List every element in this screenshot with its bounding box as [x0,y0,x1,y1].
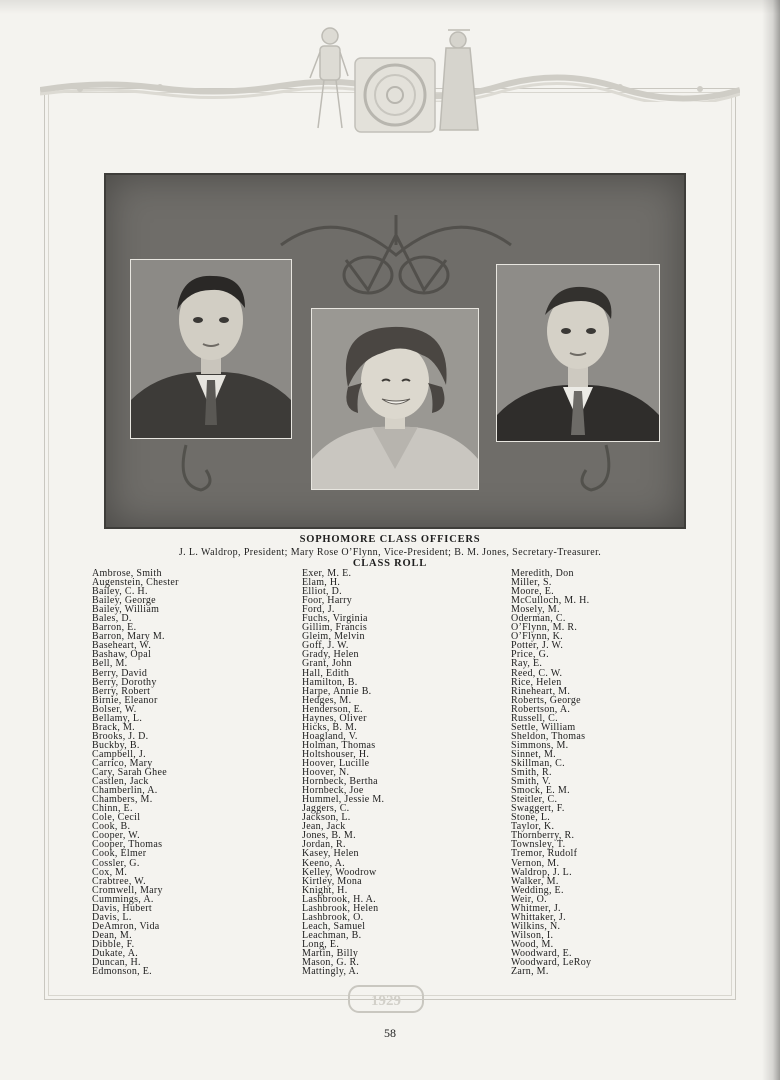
roll-name: Russell, C. [511,712,558,724]
roll-name: Moore, E. [511,586,554,598]
roll-name: Bales, D. [92,613,132,625]
roll-name: Henderson, E. [302,703,363,715]
roll-name: Kelley, Woodrow [302,866,377,878]
roll-name: Wilkins, N. [511,920,561,932]
year-seal [348,985,424,1013]
roll-name: Goff, J. W. [302,640,349,652]
roll-name: Foor, Harry [302,595,353,607]
roll-name: Hornbeck, Bertha [302,776,378,788]
roll-name: Bell, M. [92,658,128,670]
roll-name: Cole, Cecil [92,812,141,824]
roll-name: Lashbrook, Helen [302,902,379,914]
roll-name: Robertson, A. [511,703,571,715]
roll-name: Tremor, Rudolf [511,848,578,860]
roll-name: Rineheart, M. [511,685,571,697]
roll-name: Cary, Sarah Ghee [92,767,167,779]
roll-name: Gillim, Francis [302,622,368,634]
roll-name: Mosely, M. [511,604,560,616]
roll-name: Gleim, Melvin [302,631,365,643]
roll-name: Cromwell, Mary [92,884,163,896]
roll-name: Jones, B. M. [302,830,356,842]
roll-name: Kasey, Helen [302,848,359,860]
roll-name: Potter, J. W. [511,640,564,652]
roll-name: Grady, Helen [302,649,359,661]
roll-name: Taylor, K. [511,821,555,833]
roll-name: Jackson, L. [302,812,351,824]
roll-name: O’Flynn, K. [511,631,563,643]
roll-name: Lashbrook, O. [302,911,364,923]
roll-name: Bailey, William [92,604,160,616]
roll-name: Jean, Jack [302,821,346,833]
roll-name: Fuchs, Virginia [302,613,368,625]
roll-name: Ray, E. [511,658,543,670]
officer-photo-panel [104,173,686,529]
roll-name: Hamilton, B. [302,676,358,688]
roll-name: Leachman, B. [302,929,362,941]
roll-name: Roberts, George [511,694,581,706]
roll-name: Leach, Samuel [302,920,366,932]
roll-name: Oderman, C. [511,613,566,625]
roll-name: Cooper, W. [92,830,140,842]
roll-name: Birnie, Eleanor [92,694,158,706]
roll-name: Cook, B. [92,821,131,833]
roll-name: Skillman, C. [511,757,565,769]
roll-name: Castlen, Jack [92,776,149,788]
roll-name: Grant, John [302,658,352,670]
roll-name: Steitler, C. [511,794,558,806]
roll-name: Augenstein, Chester [92,577,179,589]
roll-name: Edmonson, E. [92,966,152,978]
roll-name: Wilson, I. [511,929,554,941]
roll-name: Ambrose, Smith [92,568,162,579]
roll-name: Cooper, Thomas [92,839,163,851]
roll-name: Chambers, M. [92,794,153,806]
roll-name: Stone, L. [511,812,551,824]
roll-name: Harpe, Annie B. [302,685,372,697]
roll-name: Crabtree, W. [92,875,146,887]
roll-name: Cossler, G. [92,857,140,869]
roll-name: Holman, Thomas [302,739,376,751]
roll-name: Chamberlin, A. [92,785,158,797]
roll-name: Woodward, LeRoy [511,957,592,969]
roll-name: O’Flynn, M. R. [511,622,578,634]
roll-name: DeAmron, Vida [92,920,160,932]
roll-name: Mattingly, A. [302,966,359,978]
roll-name: Davis, L. [92,911,132,923]
roll-name: Berry, David [92,667,148,679]
roll-name: Buckby, B. [92,739,140,751]
roll-name: Whitmer, J. [511,902,561,914]
roll-name: Dibble, F. [92,938,135,950]
roll-name: Berry, Robert [92,685,151,697]
roll-name: Bellamy, L. [92,712,143,724]
roll-name: Price, G. [511,649,549,661]
roll-name: Haynes, Oliver [302,712,367,724]
roll-name: Cummings, A. [92,893,154,905]
roll-name: McCulloch, M. H. [511,595,590,607]
roll-name: Kirtley, Mona [302,875,362,887]
roll-name: Chinn, E. [92,803,133,815]
roll-name: Sheldon, Thomas [511,730,586,742]
roll-name: Hummel, Jessie M. [302,794,385,806]
roll-name: Keeno, A. [302,857,345,869]
officer-photo-left [130,259,292,439]
roll-name: Swaggert, F. [511,803,565,815]
roll-name: Bailey, C. H. [92,586,148,598]
roll-name: Wedding, E. [511,884,564,896]
roll-name: Campbell, J. [92,748,146,760]
officer-photo-center [311,308,479,490]
roll-name: Knight, H. [302,884,348,896]
roll-name: Duncan, H. [92,957,141,969]
roll-name: Zarn, M. [511,966,549,978]
roll-name: Holtshouser, H. [302,748,370,760]
roll-name: Exer, M. E. [302,568,352,579]
page-number: 58 [384,1026,396,1040]
roll-name: Reed, C. W. [511,667,563,679]
page-edge-shadow [762,0,780,1080]
officer-photo-right [496,264,660,442]
roll-name: Barron, Mary M. [92,631,165,643]
roll-name: Weir, O. [511,893,547,905]
roll-name: Lashbrook, H. A. [302,893,376,905]
roll-name: Meredith, Don [511,568,574,579]
roll-name: Hoover, Lucille [302,757,370,769]
roll-name: Hornbeck, Joe [302,785,364,797]
roll-name: Thornberry, R. [511,830,575,842]
roll-name: Dukate, A. [92,947,139,959]
roll-name: Hedges, M. [302,694,352,706]
roll-name: Dean, M. [92,929,132,941]
roll-name: Davis, Hubert [92,902,152,914]
roll-name: Long, E. [302,938,340,950]
roll-name: Barron, E. [92,622,137,634]
roll-name: Berry, Dorothy [92,676,157,688]
roll-name: Bailey, George [92,595,156,607]
roll-column-2 [302,569,384,976]
year-seal-text: 1929 [371,993,401,1009]
roll-name: Mason, G. R. [302,957,360,969]
roll-name: Vernon, M. [511,857,560,869]
roll-name: Waldrop, J. L. [511,866,572,878]
officers-list: J. L. Waldrop, President; Mary Rose O’Flynn, Vice-President; B. M. Jones, Secretary-Treasurer. [178,547,602,558]
roll-name: Bolser, W. [92,703,137,715]
class-roll-heading: CLASS ROLL [352,558,428,569]
roll-name: Rice, Helen [511,676,562,688]
roll-column-3 [511,569,591,976]
roll-name: Hicks, B. M. [302,721,357,733]
roll-name: Carrico, Mary [92,757,153,769]
roll-name: Jordan, R. [302,839,346,851]
roll-name: Walker, M. [511,875,559,887]
roll-name: Hall, Edith [302,667,350,679]
roll-name: Miller, S. [511,577,552,589]
roll-name: Martin, Billy [302,947,359,959]
roll-name: Simmons, M. [511,739,569,751]
roll-name: Smith, R. [511,767,552,779]
roll-name: Brack, M. [92,721,135,733]
roll-name: Elliot, D. [302,586,342,598]
roll-name: Ford, J. [302,604,335,616]
roll-name: Wood, M. [511,938,554,950]
roll-name: Cook, Elmer [92,848,147,860]
roll-name: Hoover, N. [302,767,350,779]
roll-name: Smock, E. M. [511,785,570,797]
roll-name: Whittaker, J. [511,911,566,923]
roll-name: Bashaw, Opal [92,649,152,661]
page-top-shadow [0,0,780,14]
officers-heading: SOPHOMORE CLASS OFFICERS [299,534,481,545]
roll-name: Townsley, T. [511,839,566,851]
roll-name: Sinnet, M. [511,748,556,760]
crest-emblem [300,18,490,143]
roll-name: Jaggers, C. [302,803,350,815]
roll-name: Smith, V. [511,776,551,788]
roll-name: Woodward, E. [511,947,572,959]
roll-name: Elam, H. [302,577,341,589]
roll-name: Cox, M. [92,866,128,878]
roll-name: Hoagland, V. [302,730,358,742]
roll-name: Brooks, J. D. [92,730,149,742]
roll-column-1 [92,569,179,976]
roll-name: Baseheart, W. [92,640,152,652]
roll-name: Settle, William [511,721,576,733]
